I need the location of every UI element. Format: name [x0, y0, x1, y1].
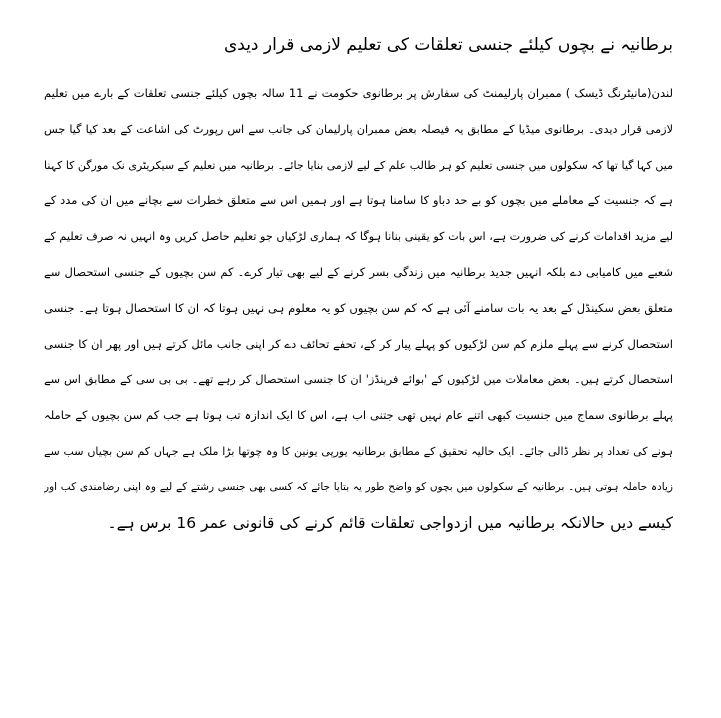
article-headline: برطانیہ نے بچوں کیلئے جنسی تعلقات کی تعلیم لازمی قرار دیدی	[223, 35, 673, 55]
body-line: لیے مزید اقدامات کرنے کی ضرورت ہے، اس بات کو یقینی بنانا ہوگا کہ ہماری لڑکیاں جو تعلیم حاصل کریں وہ انہیں نہ صرف تعلیم کے	[44, 230, 673, 244]
body-line: کیسے دیں حالانکہ برطانیہ میں ازدواجی تعلقات قائم کرنے کی قانونی عمر 16 برس ہے۔	[107, 513, 673, 532]
body-line: متعلق بعض سکینڈل کے بعد یہ بات سامنے آئی ہے کہ کم سن بچیوں کو یہ معلوم ہی نہیں ہوتا کہ ان کا استحصال ہوتا ہے۔ جنسی	[44, 300, 673, 315]
article-body	[44, 76, 673, 541]
body-line: استحصال کرنے سے پہلے ملزم کم سن لڑکیوں کو پہلے پیار کر کے، تحفے تحائف دے کر اپنی جانب مائل کرتے ہیں اور پھر ان کا جنسی	[44, 336, 673, 351]
body-line: شعبے میں کامیابی دے بلکہ انہیں جدید برطانیہ میں زندگی بسر کرنے کے لیے بھی تیار کرے۔ کم سن بچیوں کے جنسی استحصال سے	[44, 264, 673, 279]
body-line: استحصال کرتے ہیں۔ بعض معاملات میں لڑکیوں کے 'بوائے فرینڈز' ان کا جنسی استحصال کر رہے تھے۔ بی بی سی کے مطابق اس سے	[44, 373, 673, 387]
body-line: لازمی قرار دیدی۔ برطانوی میڈیا کے مطابق یہ فیصلہ بعض ممبران پارلیمان کی جانب سے اس رپورٹ کی اشاعت کے بعد کیا گیا جس	[44, 122, 673, 136]
body-line: زیادہ حاملہ ہوتی ہیں۔ برطانیہ کے سکولوں میں بچوں کو واضح طور یہ بتایا جائے کہ کسی بھی جنسی رشتے کے لیے وہ اپنی رضامندی کب اور	[44, 480, 673, 493]
body-line: ہے کہ جنسیت کے معاملے میں بچوں کو بے حد دباو کا سامنا ہوتا ہے اور ہمیں اس سے متعلق خطرات سے بچانے میں ان کی مدد کے	[44, 193, 673, 208]
body-line: ہونے کی تعداد پر نظر ڈالی جائے۔ ایک حالیہ تحقیق کے مطابق برطانیہ یورپی یونین کا وہ چوتھا بڑا ملک ہے جہاں کم سن بچیاں سب سے	[44, 444, 673, 458]
body-line: پہلے برطانوی سماج میں جنسیت کبھی اتنے عام نہیں تھی جتنی اب ہے، اس کا ایک اندازہ تب ہوتا ہے جب کم سن بچیوں کے حاملہ	[44, 408, 673, 423]
body-line: لندن(مانیٹرنگ ڈیسک ) ممبران پارلیمنٹ کی سفارش پر برطانوی حکومت نے 11 سالہ بچوں کیلئے جنسی تعلقات کے بارے میں تعلیم	[44, 86, 673, 100]
body-line: میں کہا گیا تھا کہ سکولوں میں جنسی تعلیم کو ہر طالب علم کے لیے لازمی بنایا جائے۔ برطانیہ میں تعلیم کے سیکریٹری نک مورگن کا کہنا	[44, 158, 673, 172]
